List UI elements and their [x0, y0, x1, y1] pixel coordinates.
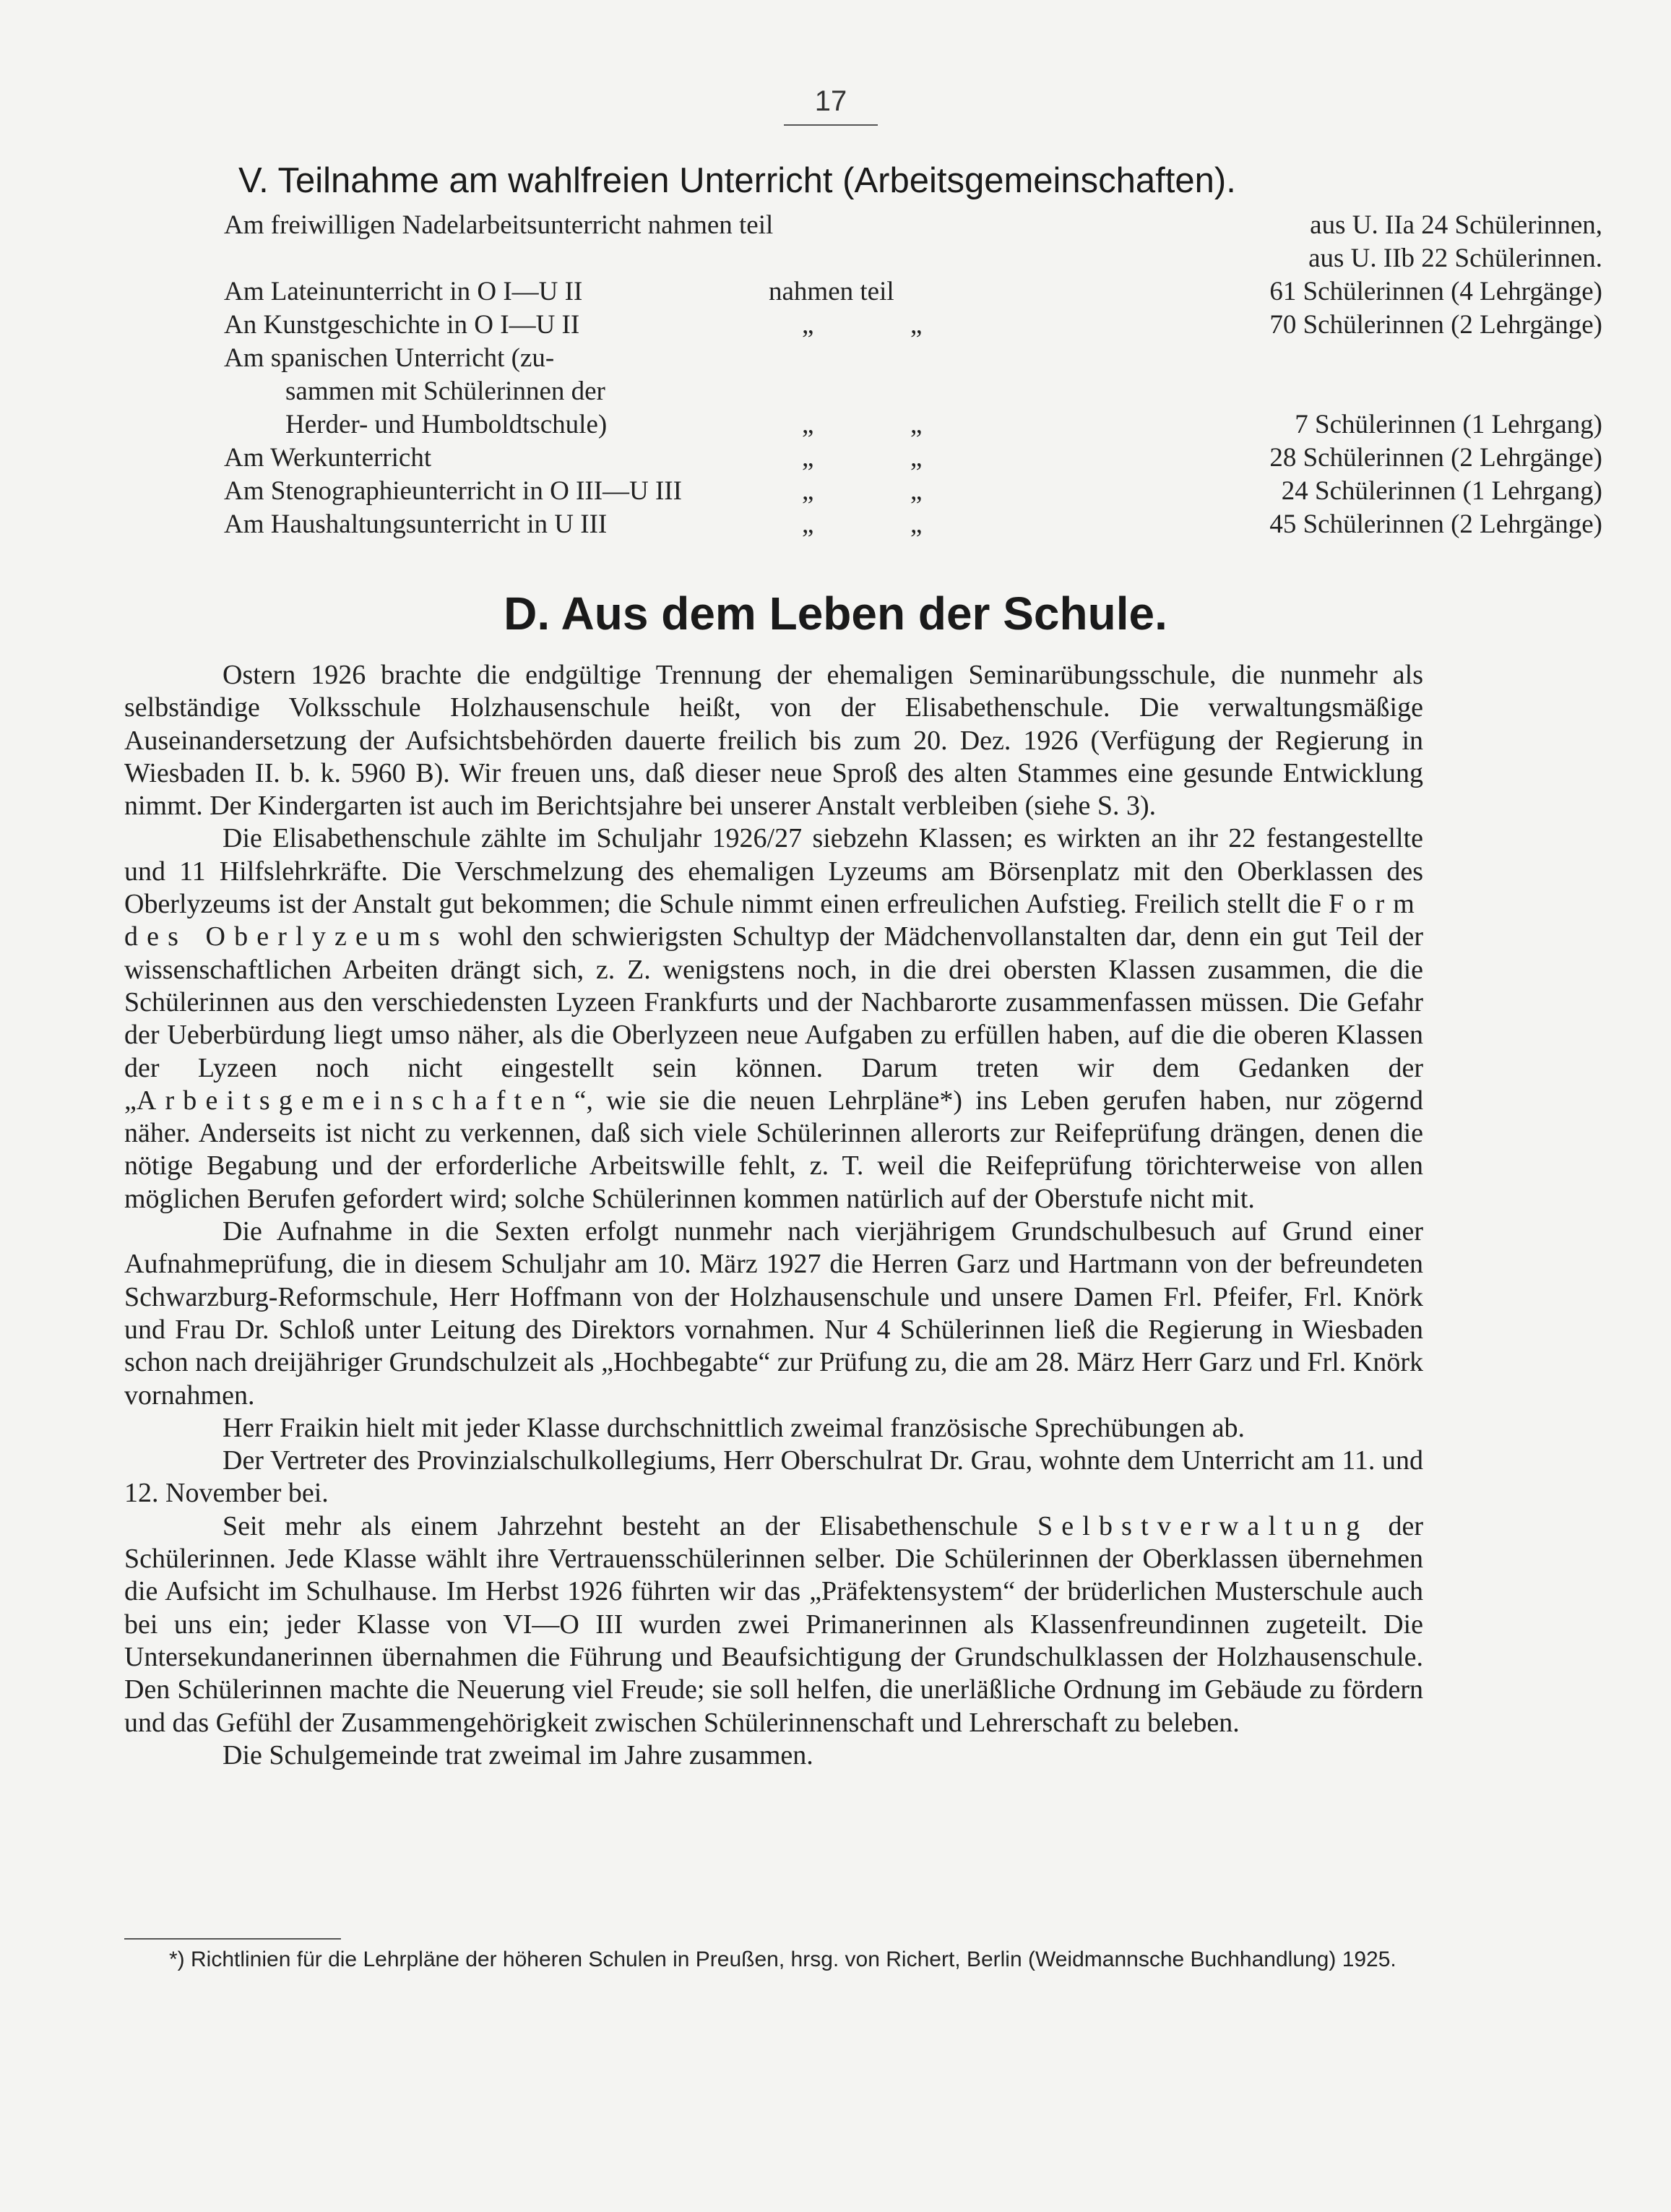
- row-count: 24 Schülerinnen (1 Lehrgang): [1281, 476, 1602, 506]
- row-subject: An Kunstgeschichte in O I—U II: [224, 310, 580, 340]
- row-subject: Am Lateinunterricht in O I—U II: [224, 277, 583, 306]
- row-subject: Am Haushaltungsunterricht in U III: [224, 509, 608, 539]
- paragraph-text: wohl den schwierigsten Schultyp der Mädchenvollanstalten dar, denn ein gut Teil der wissenschaftlichen Arbeiten drängt sich, z. Z. wenigstens noch, in die drei obersten Klassen zusammen, die die Schülerinnen aus den verschiedensten Lyzeen Frankfurts und der Nachbarorte zusammenfassen müssen. Die Gefahr der Ueberbürdung liegt umso näher, als die Oberlyzeen neue Aufgaben zu erfüllen haben, auf die die oberen Klassen der Lyzeen noch nicht eingestellt sein können. Darum treten wir dem Gedanken der „: [124, 921, 1423, 1116]
- row-subject: Herder- und Humboldtschule): [285, 410, 608, 439]
- row-ditto: „: [802, 476, 814, 506]
- paragraph-text: Seit mehr als einem Jahrzehnt besteht an der Elisabethenschule: [223, 1510, 1018, 1541]
- emphasis-text: Form des Oberlyzeums: [124, 889, 1424, 952]
- row-count: aus U. IIa 24 Schülerinnen,: [1310, 210, 1602, 240]
- row-ditto: „: [802, 410, 814, 439]
- row-count: 7 Schülerinnen (1 Lehrgang): [1295, 410, 1602, 439]
- row-subject: Am Werkunterricht: [224, 443, 432, 473]
- row-count: 70 Schülerinnen (2 Lehrgänge): [1269, 310, 1602, 340]
- row-subject: Am Stenographieunterricht in O III—U III: [224, 476, 682, 506]
- row-count: 45 Schülerinnen (2 Lehrgänge): [1269, 509, 1602, 539]
- paragraph-text: “, wie sie die neuen Lehrpläne*) ins Leben gerufen haben, nur zögernd näher. Anderseits ist nicht zu verkennen, daß sich viele Schülerinnen allerorts zur Reifeprüfung drängen, denen die nötige Begabung und der erforderliche Arbeitswille fehlt, z. T. weil die Reifeprüfung törichterweise von allen möglichen Berufen gefordert wird; solche Schülerinnen kommen natürlich auf der Oberstufe nicht mit.: [124, 1085, 1423, 1214]
- paragraph: Die Aufnahme in die Sexten erfolgt nunmehr nach vierjährigem Grundschulbesuch auf Grund einer Aufnahmeprüfung, die in diesem Schuljahr am 10. März 1927 die Herren Garz und Hartmann von der befreundeten Schwarzburg-Reformschule, Herr Hoffmann von der Holzhausenschule und unsere Damen Frl. Pfeifer, Frl. Knörk und Frau Dr. Schloß unter Leitung des Direktors vornahmen. Nur 4 Schülerinnen ließ die Regierung in Wiesbaden schon nach dreijähriger Grundschulzeit als „Hochbegabte“ zur Prüfung zu, die am 28. März Herr Garz und Frl. Knörk vornahmen.: [124, 1216, 1423, 1411]
- row-ditto: „: [802, 443, 814, 473]
- section-v-title: V. Teilnahme am wahlfreien Unterricht (Arbeitsgemeinschaften).: [238, 161, 1236, 200]
- row-ditto: „: [910, 443, 923, 473]
- footnote-rule: [124, 1938, 341, 1940]
- paragraph: Herr Fraikin hielt mit jeder Klasse durchschnittlich zweimal französische Sprechübungen ab.: [223, 1412, 1245, 1443]
- paragraph: [124, 822, 1423, 1215]
- paragraph: [124, 1510, 1423, 1739]
- page-number-rule: [784, 124, 878, 126]
- paragraph: Die Schulgemeinde trat zweimal im Jahre zusammen.: [223, 1739, 813, 1770]
- row-ditto: „: [910, 476, 923, 506]
- page-number: 17: [814, 85, 847, 117]
- paragraph: Ostern 1926 brachte die endgültige Trennung der ehemaligen Seminarübungsschule, die nunmehr als selbständige Volksschule Holzhausenschule heißt, von der Elisabethenschule. Die verwaltungsmäßige Auseinandersetzung der Aufsichtsbehörden dauerte freilich bis zum 20. Dez. 1926 (Verfügung der Regierung in Wiesbaden II. b. k. 5960 B). Wir freuen uns, daß dieser neue Sproß des alten Stammes eine gesunde Entwicklung nimmt. Der Kindergarten ist auch im Berichtsjahre bei unserer Anstalt verbleiben (siehe S. 3).: [124, 660, 1423, 822]
- row-count: aus U. IIb 22 Schülerinnen.: [1308, 244, 1602, 273]
- row-ditto: „: [910, 410, 923, 439]
- row-ditto: „: [802, 509, 814, 539]
- row-subject: sammen mit Schülerinnen der: [285, 376, 605, 406]
- paragraph-text: Die Elisabethenschule zählte im Schuljahr 1926/27 siebzehn Klassen; es wirkten an ihr 22 festangestellte und 11 Hilfslehrkräfte. Die Verschmelzung des ehemaligen Lyzeums am Börsenplatz mit den Oberklassen des Oberlyzeums ist der Anstalt gut bekommen; die Schule nimmt einen erfreulichen Aufstieg. Freilich stellt die: [124, 823, 1423, 920]
- paragraph: Der Vertreter des Provinzialschulkollegiums, Herr Oberschulrat Dr. Grau, wohnte dem Unterricht am 11. und 12. November bei.: [124, 1445, 1423, 1509]
- row-subject: Am freiwilligen Nadelarbeitsunterricht nahmen teil: [224, 210, 774, 240]
- section-d-body: [124, 659, 1423, 1772]
- emphasis-text: Selbstverwaltung: [1037, 1510, 1369, 1541]
- row-subject: Am spanischen Unterricht (zu-: [224, 343, 555, 373]
- emphasis-text: Arbeitsgemeinschaften: [136, 1085, 574, 1116]
- paragraph-text: der Schülerinnen. Jede Klasse wählt ihre Vertrauensschülerinnen selber. Die Schülerinnen der Oberklassen übernehmen die Aufsicht im Schulhause. Im Herbst 1926 führten wir das „Präfektensystem“ der brüderlichen Musterschule auch bei uns ein; jeder Klasse von VI—O III wurden zwei Primanerinnen als Klassenfreundinnen zugeteilt. Die Untersekundanerinnen übernahmen die Führung und Beaufsichtigung der Grundschulklassen der Holzhausenschule. Den Schülerinnen machte die Neuerung viel Freude; sie soll helfen, die unerläßliche Ordnung im Gebäude zu fördern und das Gefühl der Zusammengehörigkeit zwischen Schülerinnenschaft und Lehrerschaft zu beleben.: [124, 1510, 1424, 1738]
- row-ditto: „: [802, 310, 814, 340]
- row-count: 28 Schülerinnen (2 Lehrgänge): [1269, 443, 1602, 473]
- row-count: 61 Schülerinnen (4 Lehrgänge): [1269, 277, 1602, 306]
- row-ditto: „: [910, 310, 923, 340]
- section-d-title: D. Aus dem Leben der Schule.: [504, 588, 1167, 640]
- row-ditto: „: [910, 509, 923, 539]
- footnote: *) Richtlinien für die Lehrpläne der höheren Schulen in Preußen, hrsg. von Richert, Berlin (Weidmannsche Buchhandlung) 1925.: [169, 1948, 1396, 1971]
- row-verb: nahmen teil: [769, 277, 894, 306]
